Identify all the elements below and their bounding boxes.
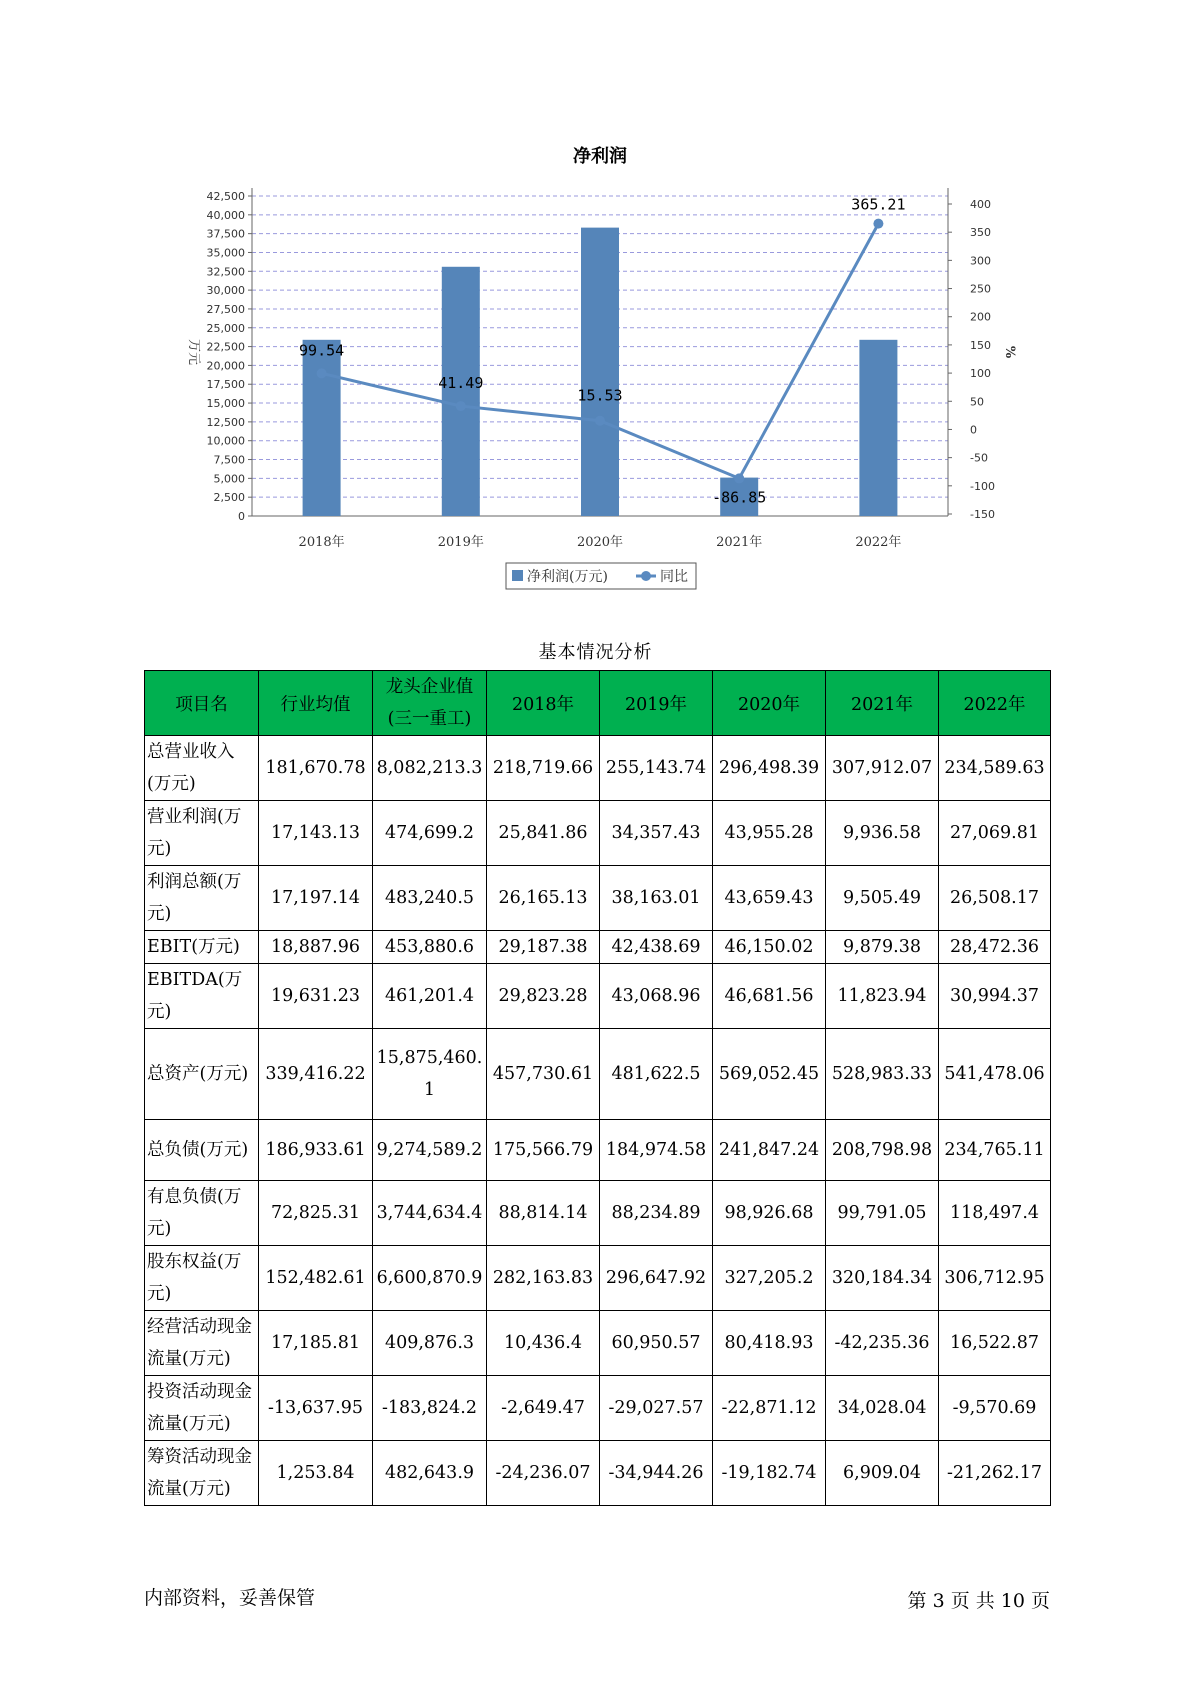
table-cell: 282,163.83 [487,1246,600,1311]
x-tick-label: 2019年 [437,535,484,550]
y2-tick-label: 150 [970,338,991,352]
table-cell: 152,482.61 [259,1246,373,1311]
table-row [145,1181,1051,1246]
data-label: 41.49 [438,374,484,393]
table-cell: 234,589.63 [939,736,1051,801]
table-cell: 541,478.06 [939,1029,1051,1120]
table-cell: -42,235.36 [826,1311,939,1376]
y-tick-label: 10,000 [206,434,245,448]
row-label: 总资产(万元) [145,1029,259,1120]
table-cell: 11,823.94 [826,964,939,1029]
table-cell: -21,262.17 [939,1441,1051,1506]
table-cell: 60,950.57 [600,1311,713,1376]
table-cell: 17,197.14 [259,866,373,931]
table-cell: 26,165.13 [487,866,600,931]
y-tick-label: 35,000 [206,246,245,260]
table-cell: 483,240.5 [373,866,487,931]
table-row [145,736,1051,801]
table-cell: 26,508.17 [939,866,1051,931]
table-cell: 42,438.69 [600,931,713,964]
table-cell: 255,143.74 [600,736,713,801]
table-cell: 18,887.96 [259,931,373,964]
bar [303,340,341,516]
table-cell: 88,814.14 [487,1181,600,1246]
footer-note: 内部资料，妥善保管 [144,1587,316,1609]
y-tick-label: 12,500 [206,415,245,429]
y-tick-label: 15,000 [206,397,245,411]
table-cell: -9,570.69 [939,1376,1051,1441]
table-cell: 307,912.07 [826,736,939,801]
table-cell: 1,253.84 [259,1441,373,1506]
y2-tick-label: 50 [970,395,984,409]
table-header-row [145,671,1051,736]
table-cell: -19,182.74 [713,1441,826,1506]
table-cell: 296,647.92 [600,1246,713,1311]
bar [859,340,897,516]
table-cell: 46,150.02 [713,931,826,964]
y-tick-label: 37,500 [206,227,245,241]
y-tick-label: 27,500 [206,302,245,316]
header-cell: 2022年 [939,671,1051,736]
table-cell: 30,994.37 [939,964,1051,1029]
x-tick-label: 2022年 [855,535,902,550]
row-label: 股东权益(万元) [145,1246,259,1311]
table-cell: 98,926.68 [713,1181,826,1246]
yoy-point [595,416,605,426]
table-cell: 6,600,870.9 [373,1246,487,1311]
table-cell: -24,236.07 [487,1441,600,1506]
data-label: -86.85 [712,488,767,507]
table-cell: 43,068.96 [600,964,713,1029]
y2-tick-label: -150 [970,508,995,521]
y2-tick-label: -100 [970,479,995,493]
table-cell: 453,880.6 [373,931,487,964]
table-cell: 3,744,634.4 [373,1181,487,1246]
table-cell: 482,643.9 [373,1441,487,1506]
table-cell: 175,566.79 [487,1120,600,1181]
table-cell: 181,670.78 [259,736,373,801]
table-cell: -34,944.26 [600,1441,713,1506]
table-cell: 296,498.39 [713,736,826,801]
table-cell: 457,730.61 [487,1029,600,1120]
table-cell: 184,974.58 [600,1120,713,1181]
row-label: 投资活动现金流量(万元) [145,1376,259,1441]
table-cell: 19,631.23 [259,964,373,1029]
y2-axis-label: % [1002,345,1017,359]
y2-tick-label: 100 [970,367,991,381]
x-tick-label: 2020年 [576,535,624,550]
table-cell: 8,082,213.3 [373,736,487,801]
table-cell: 9,505.49 [826,866,939,931]
legend-swatch-point [641,571,651,581]
header-cell: 项目名 [145,671,259,736]
legend-swatch-bar [512,570,523,581]
table-cell: -13,637.95 [259,1376,373,1441]
legend-label: 净利润(万元) [527,569,608,585]
y-tick-label: 5,000 [213,472,245,486]
table-row [145,1029,1051,1120]
table-cell: 306,712.95 [939,1246,1051,1311]
row-label: 营业利润(万元) [145,801,259,866]
yoy-point [734,473,744,483]
table-cell: -2,649.47 [487,1376,600,1441]
y2-tick-label: 400 [970,198,991,211]
table-cell: 27,069.81 [939,801,1051,866]
table-cell: 218,719.66 [487,736,600,801]
y-tick-label: 42,500 [206,190,245,203]
table-cell: 15,875,460.1 [373,1029,487,1120]
table-row [145,801,1051,866]
table-cell: 25,841.86 [487,801,600,866]
table-cell: 234,765.11 [939,1120,1051,1181]
table-row [145,1246,1051,1311]
x-tick-label: 2018年 [298,535,345,550]
page-number: 第 3 页 共 10 页 [907,1590,1050,1612]
table-cell: 320,184.34 [826,1246,939,1311]
table-cell: 17,143.13 [259,801,373,866]
table-row [145,931,1051,964]
y-axis-label: 万元 [186,338,201,366]
table-cell: 34,357.43 [600,801,713,866]
table-cell: 9,879.38 [826,931,939,964]
table-row [145,1376,1051,1441]
y2-tick-label: 300 [970,254,991,268]
data-label: 365.21 [851,195,906,214]
table-cell: 34,028.04 [826,1376,939,1441]
table-cell: -22,871.12 [713,1376,826,1441]
table-row [145,866,1051,931]
x-tick-label: 2021年 [716,535,763,550]
table-cell: 29,187.38 [487,931,600,964]
table-cell: 327,205.2 [713,1246,826,1311]
y-tick-label: 32,500 [206,265,245,279]
table-cell: 6,909.04 [826,1441,939,1506]
y-tick-label: 20,000 [206,359,245,373]
table-cell: 46,681.56 [713,964,826,1029]
header-cell: 2020年 [713,671,826,736]
table-cell: 118,497.4 [939,1181,1051,1246]
table-row [145,1311,1051,1376]
row-label: EBITDA(万元) [145,964,259,1029]
table-row [145,1120,1051,1181]
row-label: 总营业收入(万元) [145,736,259,801]
y2-tick-label: 250 [970,282,991,296]
table-cell: 43,955.28 [713,801,826,866]
basic-analysis-table [144,670,1051,1506]
row-label: 利润总额(万元) [145,866,259,931]
table-cell: 99,791.05 [826,1181,939,1246]
y2-tick-label: 200 [970,310,991,324]
table-cell: -29,027.57 [600,1376,713,1441]
net-profit-chart [0,0,1191,600]
y-tick-label: 7,500 [213,453,245,467]
row-label: 有息负债(万元) [145,1181,259,1246]
table-cell: 80,418.93 [713,1311,826,1376]
y2-tick-label: 0 [970,423,977,437]
data-label: 15.53 [577,386,623,405]
table-cell: 409,876.3 [373,1311,487,1376]
table-cell: 339,416.22 [259,1029,373,1120]
header-cell: 龙头企业值(三一重工) [373,671,487,736]
table-cell: 43,659.43 [713,866,826,931]
header-cell: 2021年 [826,671,939,736]
bar [581,228,619,516]
table-row [145,964,1051,1029]
y2-tick-label: 350 [970,226,991,240]
table-cell: 241,847.24 [713,1120,826,1181]
yoy-point [456,401,466,411]
header-cell: 2018年 [487,671,600,736]
table-cell: 28,472.36 [939,931,1051,964]
header-cell: 行业均值 [259,671,373,736]
table-cell: 72,825.31 [259,1181,373,1246]
table-cell: 474,699.2 [373,801,487,866]
data-label: 99.54 [299,341,345,360]
y-tick-label: 2,500 [213,491,245,505]
row-label: 筹资活动现金流量(万元) [145,1441,259,1506]
table-cell: 16,522.87 [939,1311,1051,1376]
table-cell: 10,436.4 [487,1311,600,1376]
y2-tick-label: -50 [970,451,988,465]
row-label: 总负债(万元) [145,1120,259,1181]
table-cell: 29,823.28 [487,964,600,1029]
row-label: 经营活动现金流量(万元) [145,1311,259,1376]
table-cell: 9,274,589.2 [373,1120,487,1181]
table-cell: -183,824.2 [373,1376,487,1441]
table-cell: 9,936.58 [826,801,939,866]
y-tick-label: 30,000 [206,284,245,298]
y-tick-label: 40,000 [206,208,245,222]
table-cell: 88,234.89 [600,1181,713,1246]
y-tick-label: 17,500 [206,378,245,392]
row-label: EBIT(万元) [145,931,259,964]
table-cell: 569,052.45 [713,1029,826,1120]
table-cell: 528,983.33 [826,1029,939,1120]
table-cell: 461,201.4 [373,964,487,1029]
table-row [145,1441,1051,1506]
table-cell: 481,622.5 [600,1029,713,1120]
y-tick-label: 25,000 [206,321,245,335]
y-tick-label: 0 [238,510,245,523]
header-cell: 2019年 [600,671,713,736]
chart-svg [0,0,1191,600]
yoy-point [873,219,883,229]
table-caption: 基本情况分析 [538,642,653,663]
yoy-point [317,368,327,378]
table-cell: 186,933.61 [259,1120,373,1181]
table-cell: 17,185.81 [259,1311,373,1376]
legend-label: 同比 [660,569,688,585]
table-cell: 208,798.98 [826,1120,939,1181]
table-cell: 38,163.01 [600,866,713,931]
chart-title: 净利润 [573,146,627,167]
y-tick-label: 22,500 [206,340,245,354]
